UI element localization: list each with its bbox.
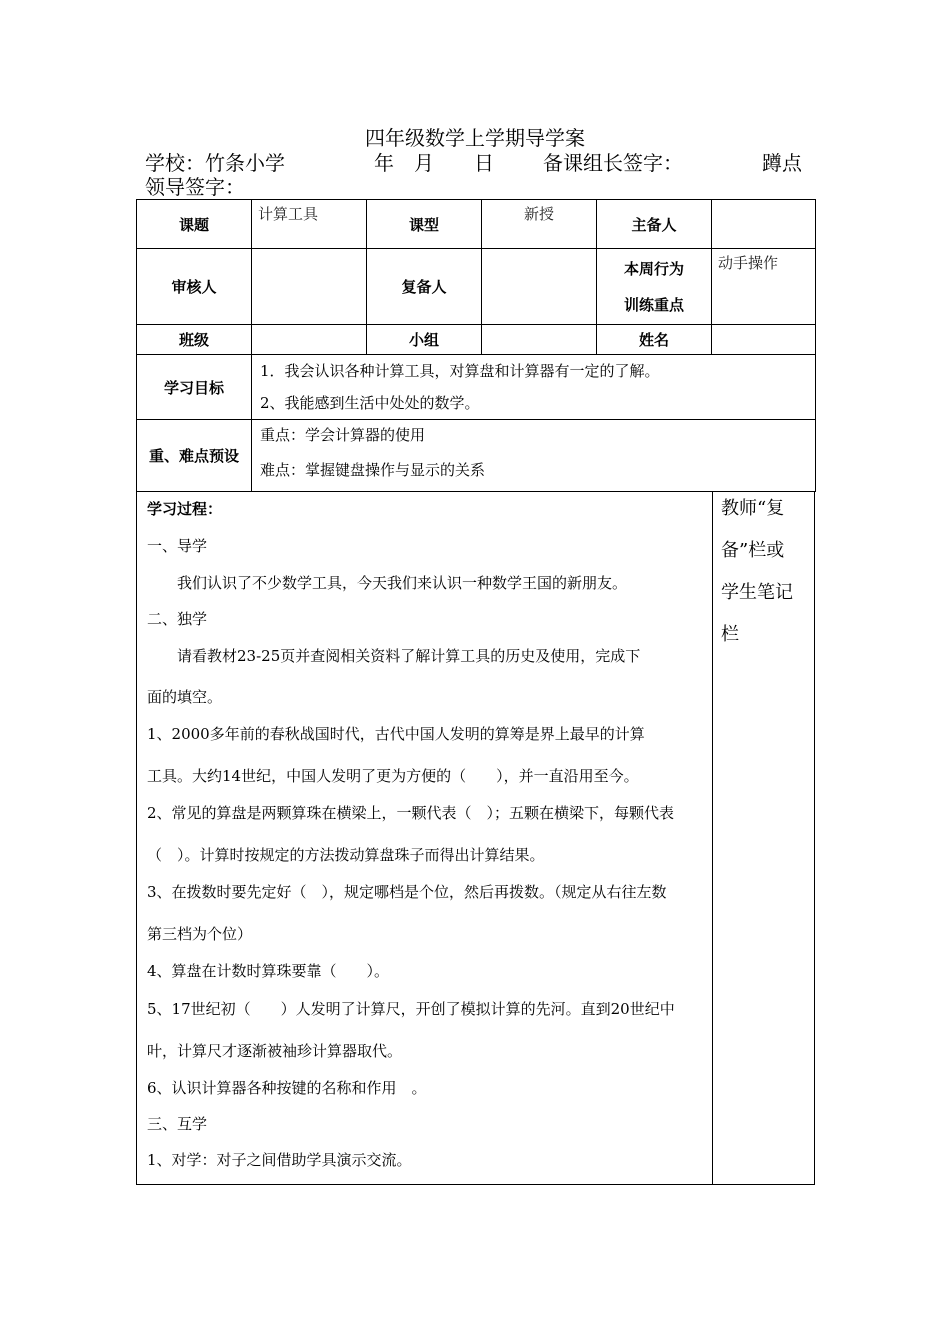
type-value: 新授	[482, 200, 597, 249]
reviewer-value	[252, 249, 367, 325]
process-line: 4、算盘在计数时算珠要靠（ ）。	[147, 962, 390, 980]
topic-label: 课题	[137, 200, 252, 249]
teacher-notes-column	[713, 492, 814, 1184]
reviewer-label: 审核人	[137, 249, 252, 325]
side-note-line: 教师“复	[721, 498, 785, 519]
goals-label: 学习目标	[137, 355, 252, 420]
side-note-line: 学生笔记	[721, 582, 793, 603]
process-line: 3、在拨数时要先定好（ ），规定哪档是个位，然后再拨数。（规定从右往左数	[147, 883, 667, 901]
keypoint-item: 重点：学会计算器的使用	[260, 426, 426, 444]
goals-cell	[252, 355, 816, 420]
name-label: 姓名	[597, 325, 712, 355]
group-value	[482, 325, 597, 355]
secondary-label: 复备人	[367, 249, 482, 325]
goal-item: 1．我会认识各种计算工具，对算盘和计算器有一定的了解。	[260, 362, 660, 380]
process-column	[137, 492, 713, 1184]
focus-label	[597, 249, 712, 325]
process-line: （ ）。计算时按规定的方法拨动算盘珠子而得出计算结果。	[147, 846, 545, 864]
process-line: 叶，计算尺才逐渐被袖珍计算器取代。	[147, 1042, 403, 1060]
learning-process-section	[136, 491, 815, 1185]
process-line: 三、互学	[147, 1115, 208, 1133]
process-line: 1、2000多年前的春秋战国时代，古代中国人发明的算筹是界上最早的计算	[147, 725, 645, 743]
process-line: 一、导学	[147, 537, 208, 555]
process-line: 面的填空。	[147, 688, 223, 706]
process-line: 工具。大约14世纪，中国人发明了更为方便的（ ），并一直沿用至今。	[147, 767, 639, 785]
side-note-line: 备”栏或	[721, 540, 785, 561]
leader-signature: 领导签字：	[145, 175, 245, 199]
class-label: 班级	[137, 325, 252, 355]
keypoints-cell	[252, 420, 816, 492]
focus-label-line1: 本周行为	[623, 259, 684, 278]
school-field: 学校：竹条小学	[145, 151, 285, 175]
keypoints-label: 重、难点预设	[137, 420, 252, 492]
focus-label-line2: 训练重点	[623, 295, 684, 314]
topic-value: 计算工具	[252, 200, 367, 249]
process-line: 6、认识计算器各种按键的名称和作用 。	[147, 1079, 427, 1097]
info-table	[136, 199, 816, 492]
process-line: 我们认识了不少数学工具，今天我们来认识一种数学王国的新朋友。	[147, 574, 628, 592]
lead-value	[712, 200, 816, 249]
process-line: 二、独学	[147, 610, 208, 628]
focus-value: 动手操作	[712, 249, 816, 325]
name-value	[712, 325, 816, 355]
lead-label: 主备人	[597, 200, 712, 249]
group-label: 小组	[367, 325, 482, 355]
secondary-value	[482, 249, 597, 325]
process-heading: 学习过程：	[147, 500, 223, 518]
goal-item: 2、我能感到生活中处处的数学。	[260, 394, 480, 412]
dundian-label: 蹲点	[762, 151, 802, 175]
document-title: 四年级数学上学期导学案	[365, 126, 585, 150]
process-line: 第三档为个位）	[147, 925, 253, 943]
keypoint-item: 难点：掌握键盘操作与显示的关系	[260, 461, 486, 479]
process-line: 1、对学：对子之间借助学具演示交流。	[147, 1151, 412, 1169]
class-value	[252, 325, 367, 355]
process-line: 请看教材23-25页并查阅相关资料了解计算工具的历史及使用，完成下	[147, 647, 641, 665]
side-note-line: 栏	[721, 624, 739, 645]
process-line: 2、常见的算盘是两颗算珠在横梁上，一颗代表（ ）；五颗在横梁下，每颗代表	[147, 804, 675, 822]
type-label: 课型	[367, 200, 482, 249]
process-line: 5、17世纪初（ ）人发明了计算尺，开创了模拟计算的先河。直到20世纪中	[147, 1000, 675, 1018]
group-leader-signature: 备课组长签字：	[543, 151, 683, 175]
date-field: 年 月 日	[374, 151, 494, 175]
